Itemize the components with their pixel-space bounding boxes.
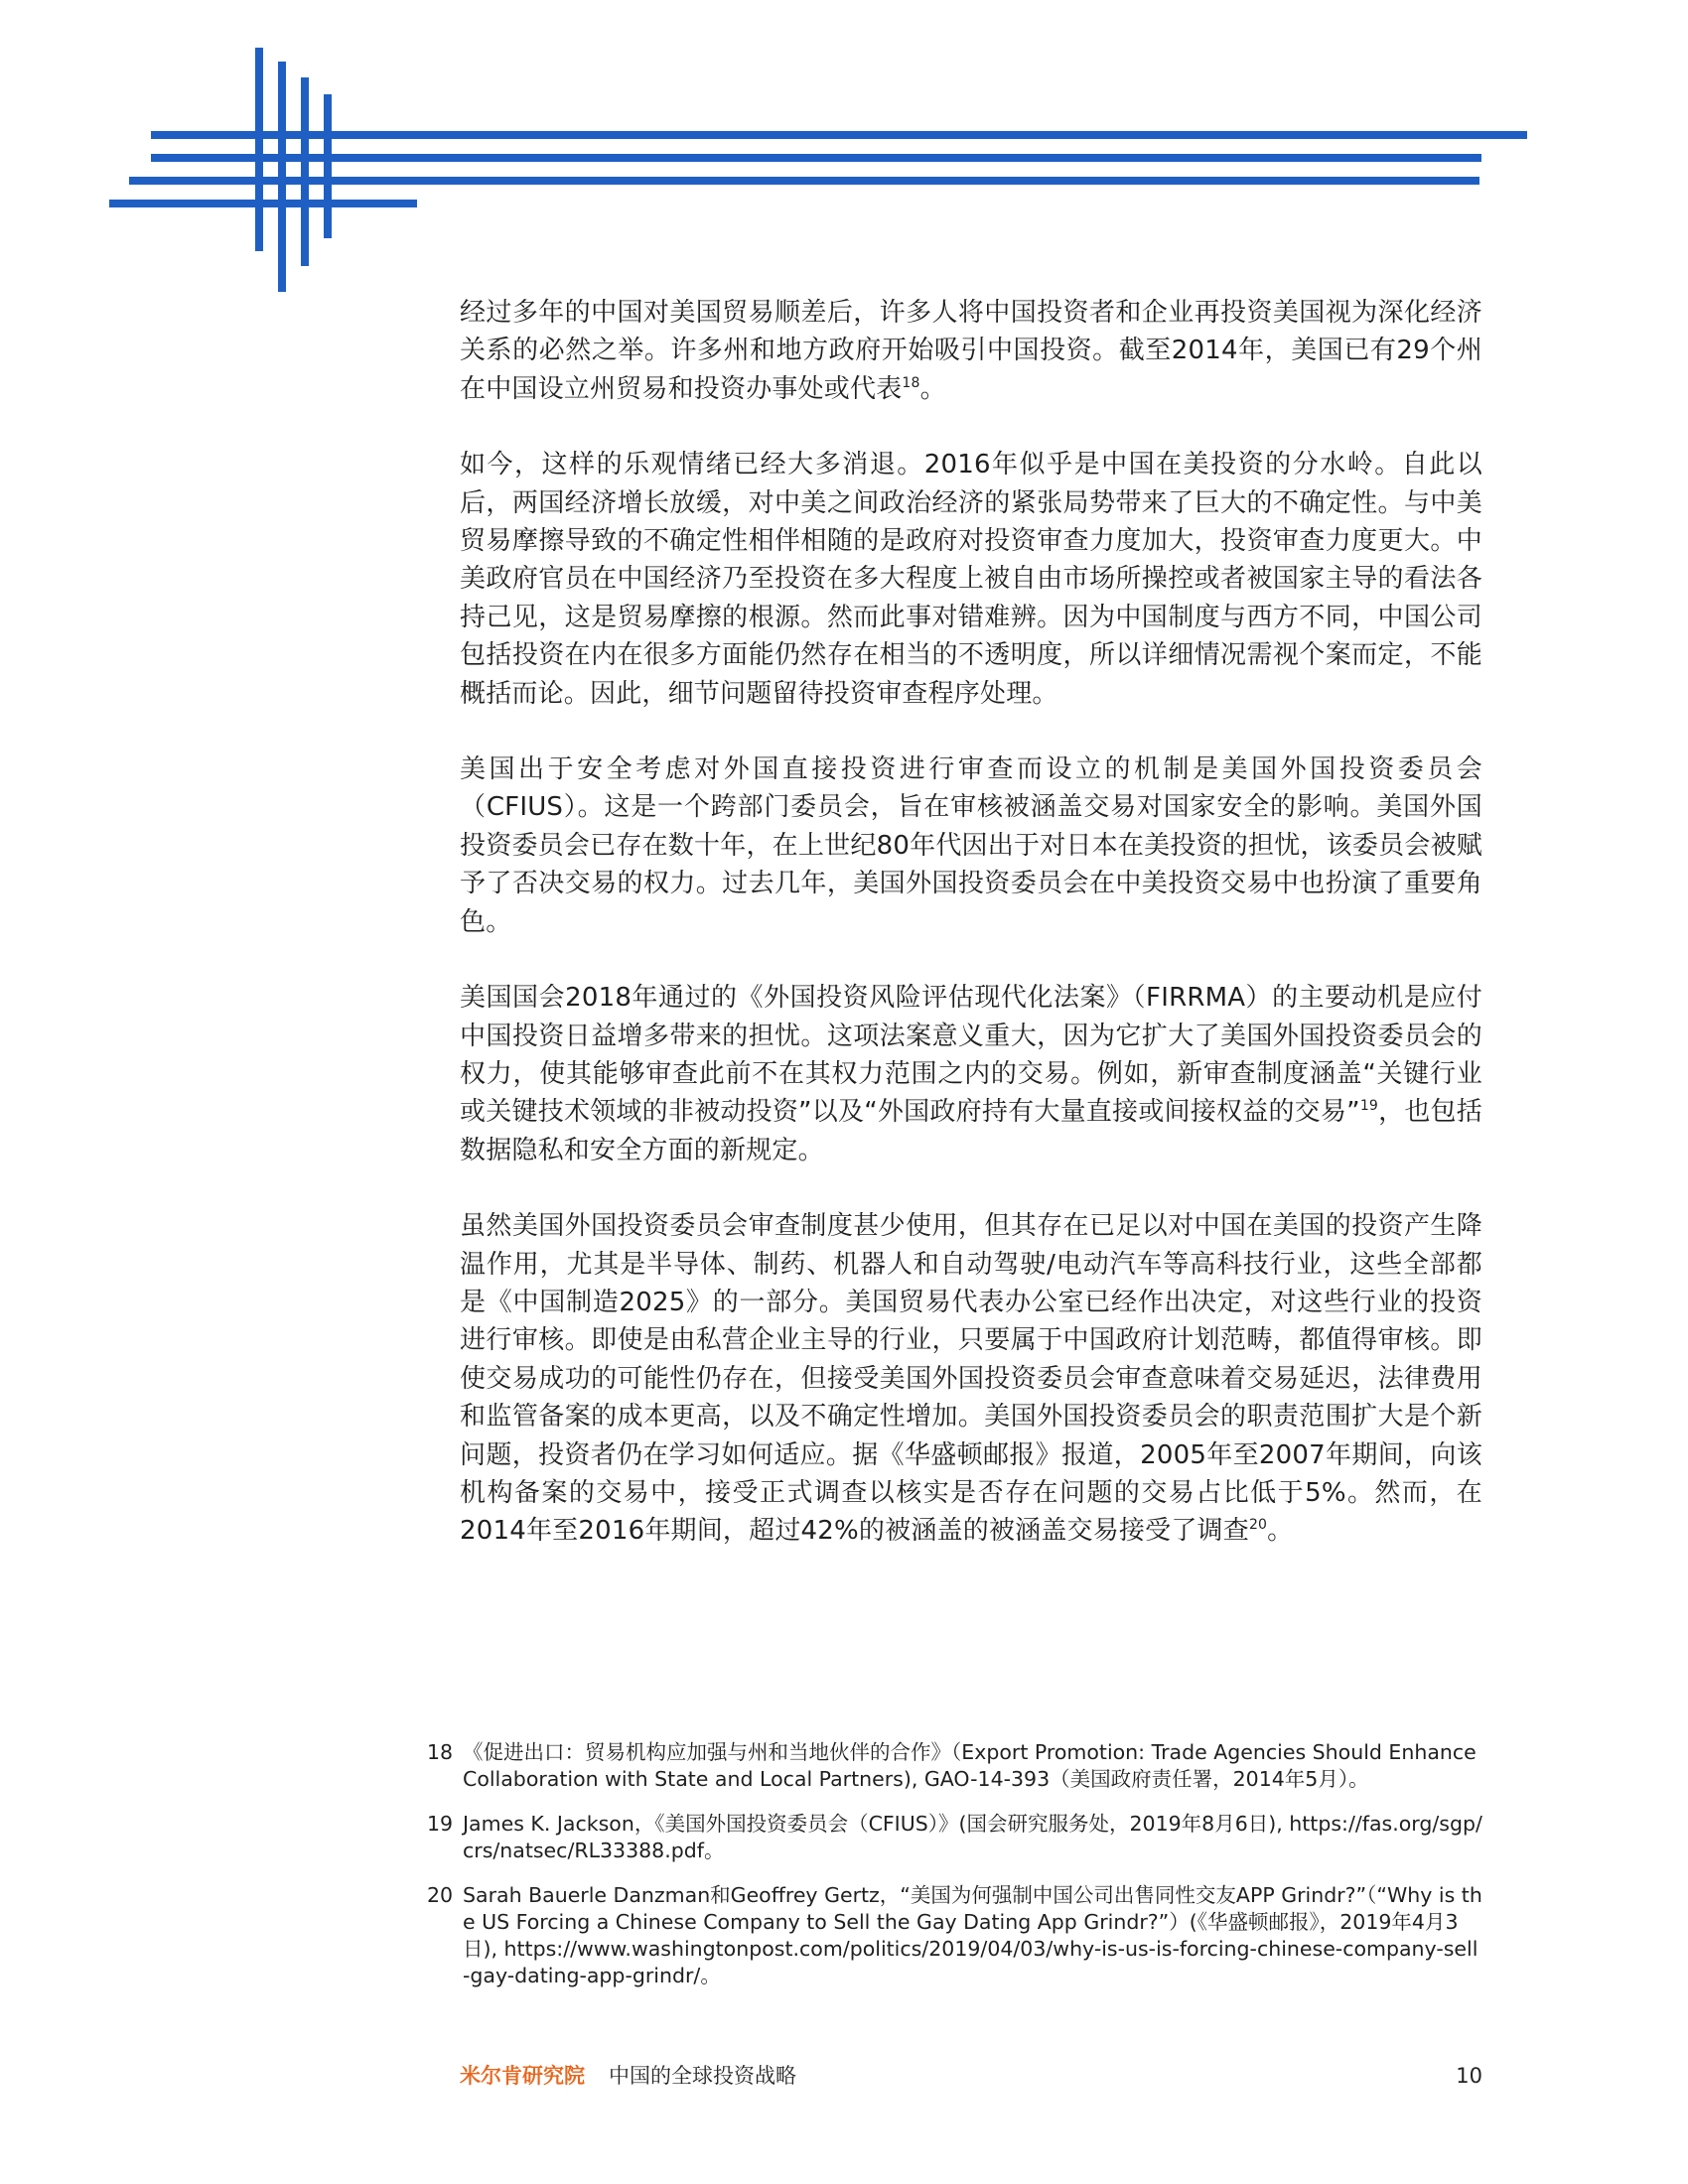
footnote-number: 19 xyxy=(427,1812,454,1836)
footnote-ref-20[interactable]: 20 xyxy=(1248,1517,1268,1534)
footnote-19 xyxy=(427,1811,1482,1864)
paragraph-1: 经过多年的中国对美国贸易顺差后，许多人将中国投资者和企业再投资美国视为深化经济关系的必然之举。许多州和地方政府开始吸引中国投资。截至2014年，美国已有29个州在中国设立州贸易和投资办事处或代表$^{18}$。 xyxy=(460,298,1482,404)
footnote-text[interactable]: Sarah Bauerle Danzman和Geoffrey Gertz，“美国为何强制中国公司出售同性交友APP Grindr?”（“Why is the US Forcing a Chinese Company to Sell the Gay Dating App Grindr?”）(《华盛顿邮报》，2019年4月3日), https://www.washingtonpost.com/politics/2019/04/03/why-is-us-is-forcing-chinese-company-sell-gay-dating-app-grindr/。 xyxy=(463,1883,1482,1987)
footer-brand: 米尔肯研究院 xyxy=(460,2064,585,2088)
footnote-text: 《促进出口：贸易机构应加强与州和当地伙伴的合作》（Export Promotion: Trade Agencies Should Enhance Collaboration with State and Local Partners), GAO-14-393（美国政府责任署，2014年5月）。 xyxy=(463,1740,1477,1791)
page-number: 10 xyxy=(1456,2064,1482,2088)
footer-title: 中国的全球投资战略 xyxy=(609,2064,796,2088)
paragraph-2: 如今，这样的乐观情绪已经大多消退。2016年似乎是中国在美投资的分水岭。自此以后，两国经济增长放缓，对中美之间政治经济的紧张局势带来了巨大的不确定性。与中美贸易摩擦导致的不确定性相伴相随的是政府对投资审查力度加大，投资审查力度更大。中美政府官员在中国经济乃至投资在多大程度上被自由市场所操控或者被国家主导的看法各持己见，这是贸易摩擦的根源。然而此事对错难辨。因为中国制度与西方不同，中国公司包括投资在内在很多方面能仍然存在相当的不透明度，所以详细情况需视个案而定，不能概括而论。因此，细节问题留待投资审查程序处理。 xyxy=(460,450,1482,709)
footnote-ref-18[interactable]: 18 xyxy=(902,374,920,391)
footnote-text[interactable]: James K. Jackson，《美国外国投资委员会（CFIUS）》(国会研究服务处，2019年8月6日), https://fas.org/sgp/crs/natsec/RL33388.pdf。 xyxy=(463,1812,1482,1862)
page-footer xyxy=(460,2060,1482,2090)
footnote-number: 20 xyxy=(427,1883,454,1907)
footnote-number: 18 xyxy=(427,1740,454,1764)
footnote-20 xyxy=(427,1882,1482,1989)
header-decoration xyxy=(0,0,1688,318)
paragraph-5: 虽然美国外国投资委员会审查制度甚少使用，但其存在已足以对中国在美国的投资产生降温作用，尤其是半导体、制药、机器人和自动驾驶/电动汽车等高科技行业，这些全部都是《中国制造2025》的一部分。美国贸易代表办公室已经作出决定，对这些行业的投资进行审核。即使是由私营企业主导的行业，只要属于中国政府计划范畴，都值得审核。即使交易成功的可能性仍存在，但接受美国外国投资委员会审查意味着交易延迟，法律费用和监管备案的成本更高，以及不确定性增加。美国外国投资委员会的职责范围扩大是个新问题，投资者仍在学习如何适应。据《华盛顿邮报》报道，2005年至2007年期间，向该机构备案的交易中，接受正式调查以核实是否存在问题的交易占比低于5%。然而，在2014年至2016年期间，超过42%的被涵盖的被涵盖交易接受了调查$^{20}$。 xyxy=(460,1211,1482,1547)
footnote-18 xyxy=(427,1739,1482,1793)
footnotes xyxy=(427,1739,1482,2007)
footnote-ref-19[interactable]: 19 xyxy=(1359,1098,1379,1115)
paragraph-4: 美国国会2018年通过的《外国投资风险评估现代化法案》（FIRRMA）的主要动机是应付中国投资日益增多带来的担忧。这项法案意义重大，因为它扩大了美国外国投资委员会的权力，使其能够审查此前不在其权力范围之内的交易。例如，新审查制度涵盖“关键行业或关键技术领域的非被动投资”以及“外国政府持有大量直接或间接权益的交易”$^{19}$，也包括数据隐私和安全方面的新规定。 xyxy=(460,983,1482,1165)
body-text xyxy=(460,294,1482,1588)
paragraph-3: 美国出于安全考虑对外国直接投资进行审查而设立的机制是美国外国投资委员会（CFIUS）。这是一个跨部门委员会，旨在审核被涵盖交易对国家安全的影响。美国外国投资委员会已存在数十年，在上世纪80年代因出于对日本在美投资的担忧，该委员会被赋予了否决交易的权力。过去几年，美国外国投资委员会在中美投资交易中也扮演了重要角色。 xyxy=(460,754,1482,937)
